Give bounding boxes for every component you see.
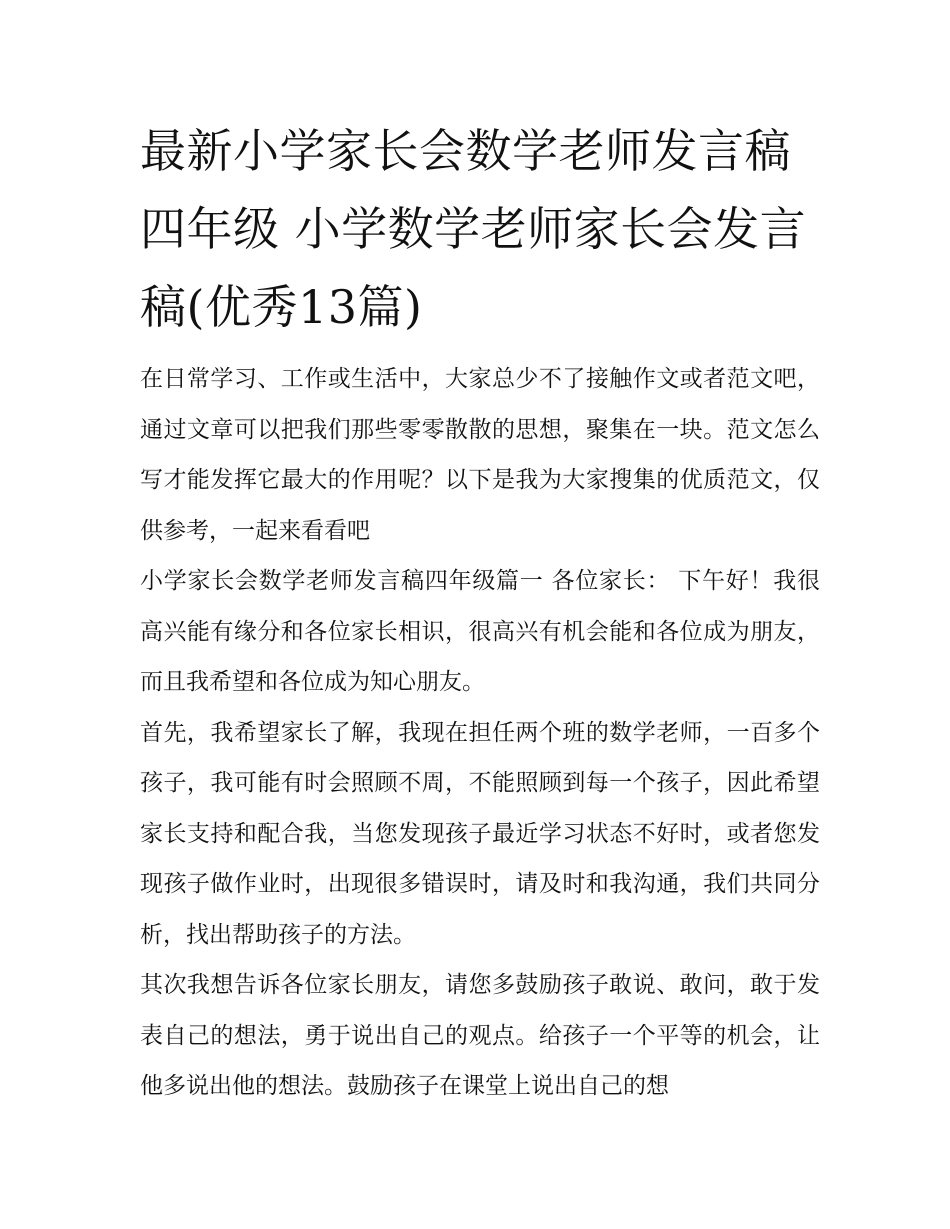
document-page [140, 112, 820, 1112]
paragraph-greeting: 小学家长会数学老师发言稿四年级篇一 各位家长： 下午好！我很高兴能有缘分和各位家长相识，很高兴有机会能和各位成为朋友，而且我希望和各位成为知心朋友。 [140, 568, 820, 695]
document-title: 最新小学家长会数学老师发言稿四年级 小学数学老师家长会发言稿(优秀13篇) [140, 124, 807, 334]
paragraph-intro: 在日常学习、工作或生活中，大家总少不了接触作文或者范文吧，通过文章可以把我们那些零零散散的思想，聚集在一块。范文怎么写才能发挥它最大的作用呢？以下是我为大家搜集的优质范文，仅供参考，一起来看看吧 [140, 366, 820, 544]
paragraph-first-point: 首先，我希望家长了解，我现在担任两个班的数学老师，一百多个孩子，我可能有时会照顾不周，不能照顾到每一个孩子，因此希望家长支持和配合我，当您发现孩子最近学习状态不好时，或者您发现孩子做作业时，出现很多错误时，请及时和我沟通，我们共同分析，找出帮助孩子的方法。 [140, 719, 820, 948]
paragraph-second-point: 其次我想告诉各位家长朋友，请您多鼓励孩子敢说、敢问，敢于发表自己的想法，勇于说出自己的观点。给孩子一个平等的机会，让他多说出他的想法。鼓励孩子在课堂上说出自己的想 [140, 972, 820, 1099]
